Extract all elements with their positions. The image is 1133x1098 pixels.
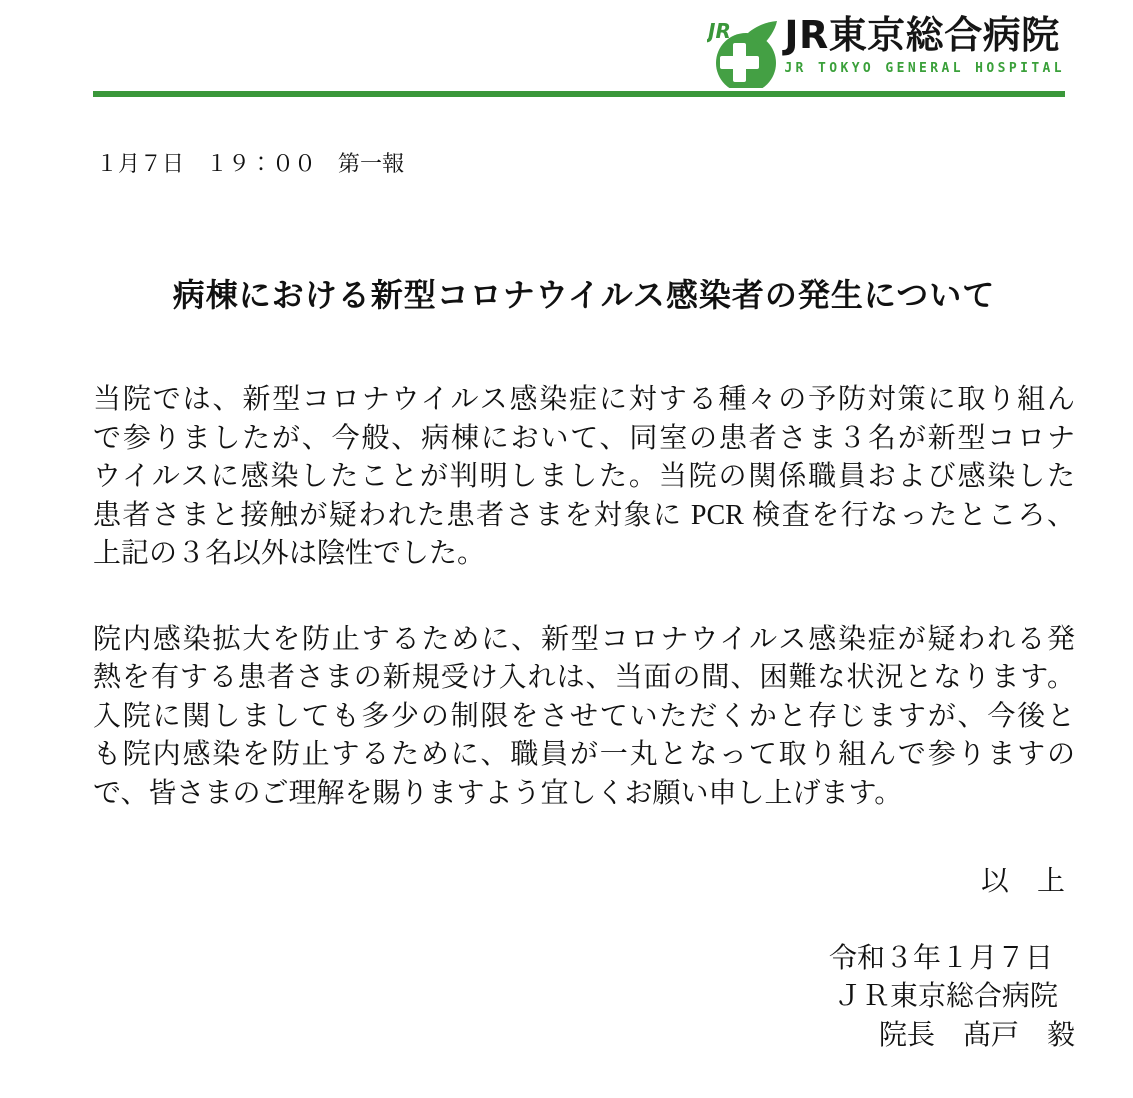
paragraph-2 [93, 621, 1075, 814]
closing-ijou: 以 上 [980, 866, 1065, 897]
paragraph-1-line: 上記の３名以外は陰性でした。 [93, 538, 486, 569]
paragraph-2-line: 熱を有する患者さまの新規受け入れは、当面の間、困難な状況となります。 [93, 662, 1075, 693]
paragraph-2-line: 院内感染拡大を防止するために、新型コロナウイルス感染症が疑われる発 [93, 623, 1075, 655]
hospital-name: JR東京総合病院 [784, 13, 1060, 57]
hospital-logo [707, 13, 1065, 88]
paragraph-1-line: 当院では、新型コロナウイルス感染症に対する種々の予防対策に取り組ん [93, 384, 1075, 415]
document-title: 病棟における新型コロナウイルス感染者の発生について [172, 277, 996, 313]
release-meta-line: １月７日 １９：００ 第一報 [96, 151, 405, 176]
signature-organization: ＪＲ東京総合病院 [833, 981, 1058, 1012]
paragraph-1 [93, 381, 1075, 574]
logo-text [784, 13, 1065, 76]
paragraph-2-line: 入院に関しましても多少の制限をさせていただくかと存じますが、今後と [93, 700, 1075, 732]
letterhead [0, 0, 1133, 88]
paragraph-1-line: ウイルスに感染したことが判明しました。当院の関係職員および感染した [93, 461, 1075, 492]
signature-director-name: 院長 髙戸 毅 [878, 1019, 1075, 1051]
jr-cross-logo-icon [707, 16, 779, 88]
header-rule [93, 91, 1065, 97]
hospital-name-en: JR TOKYO GENERAL HOSPITAL [784, 60, 1065, 76]
paragraph-2-line: で、皆さまのご理解を賜りますよう宜しくお願い申し上げます。 [93, 777, 903, 809]
paragraph-1-line: で参りましたが、今般、病棟において、同室の患者さま３名が新型コロナ [93, 422, 1075, 454]
paragraph-2-line: も院内感染を防止するために、職員が一丸となって取り組んで参りますの [93, 739, 1075, 770]
svg-text:JR: JR [708, 19, 732, 43]
signature-block [93, 940, 1075, 1056]
signature-date: 令和３年１月７日 [828, 942, 1053, 974]
paragraph-1-line: 患者さまと接触が疑われた患者さまを対象に PCR 検査を行なったところ、 [93, 499, 1075, 531]
